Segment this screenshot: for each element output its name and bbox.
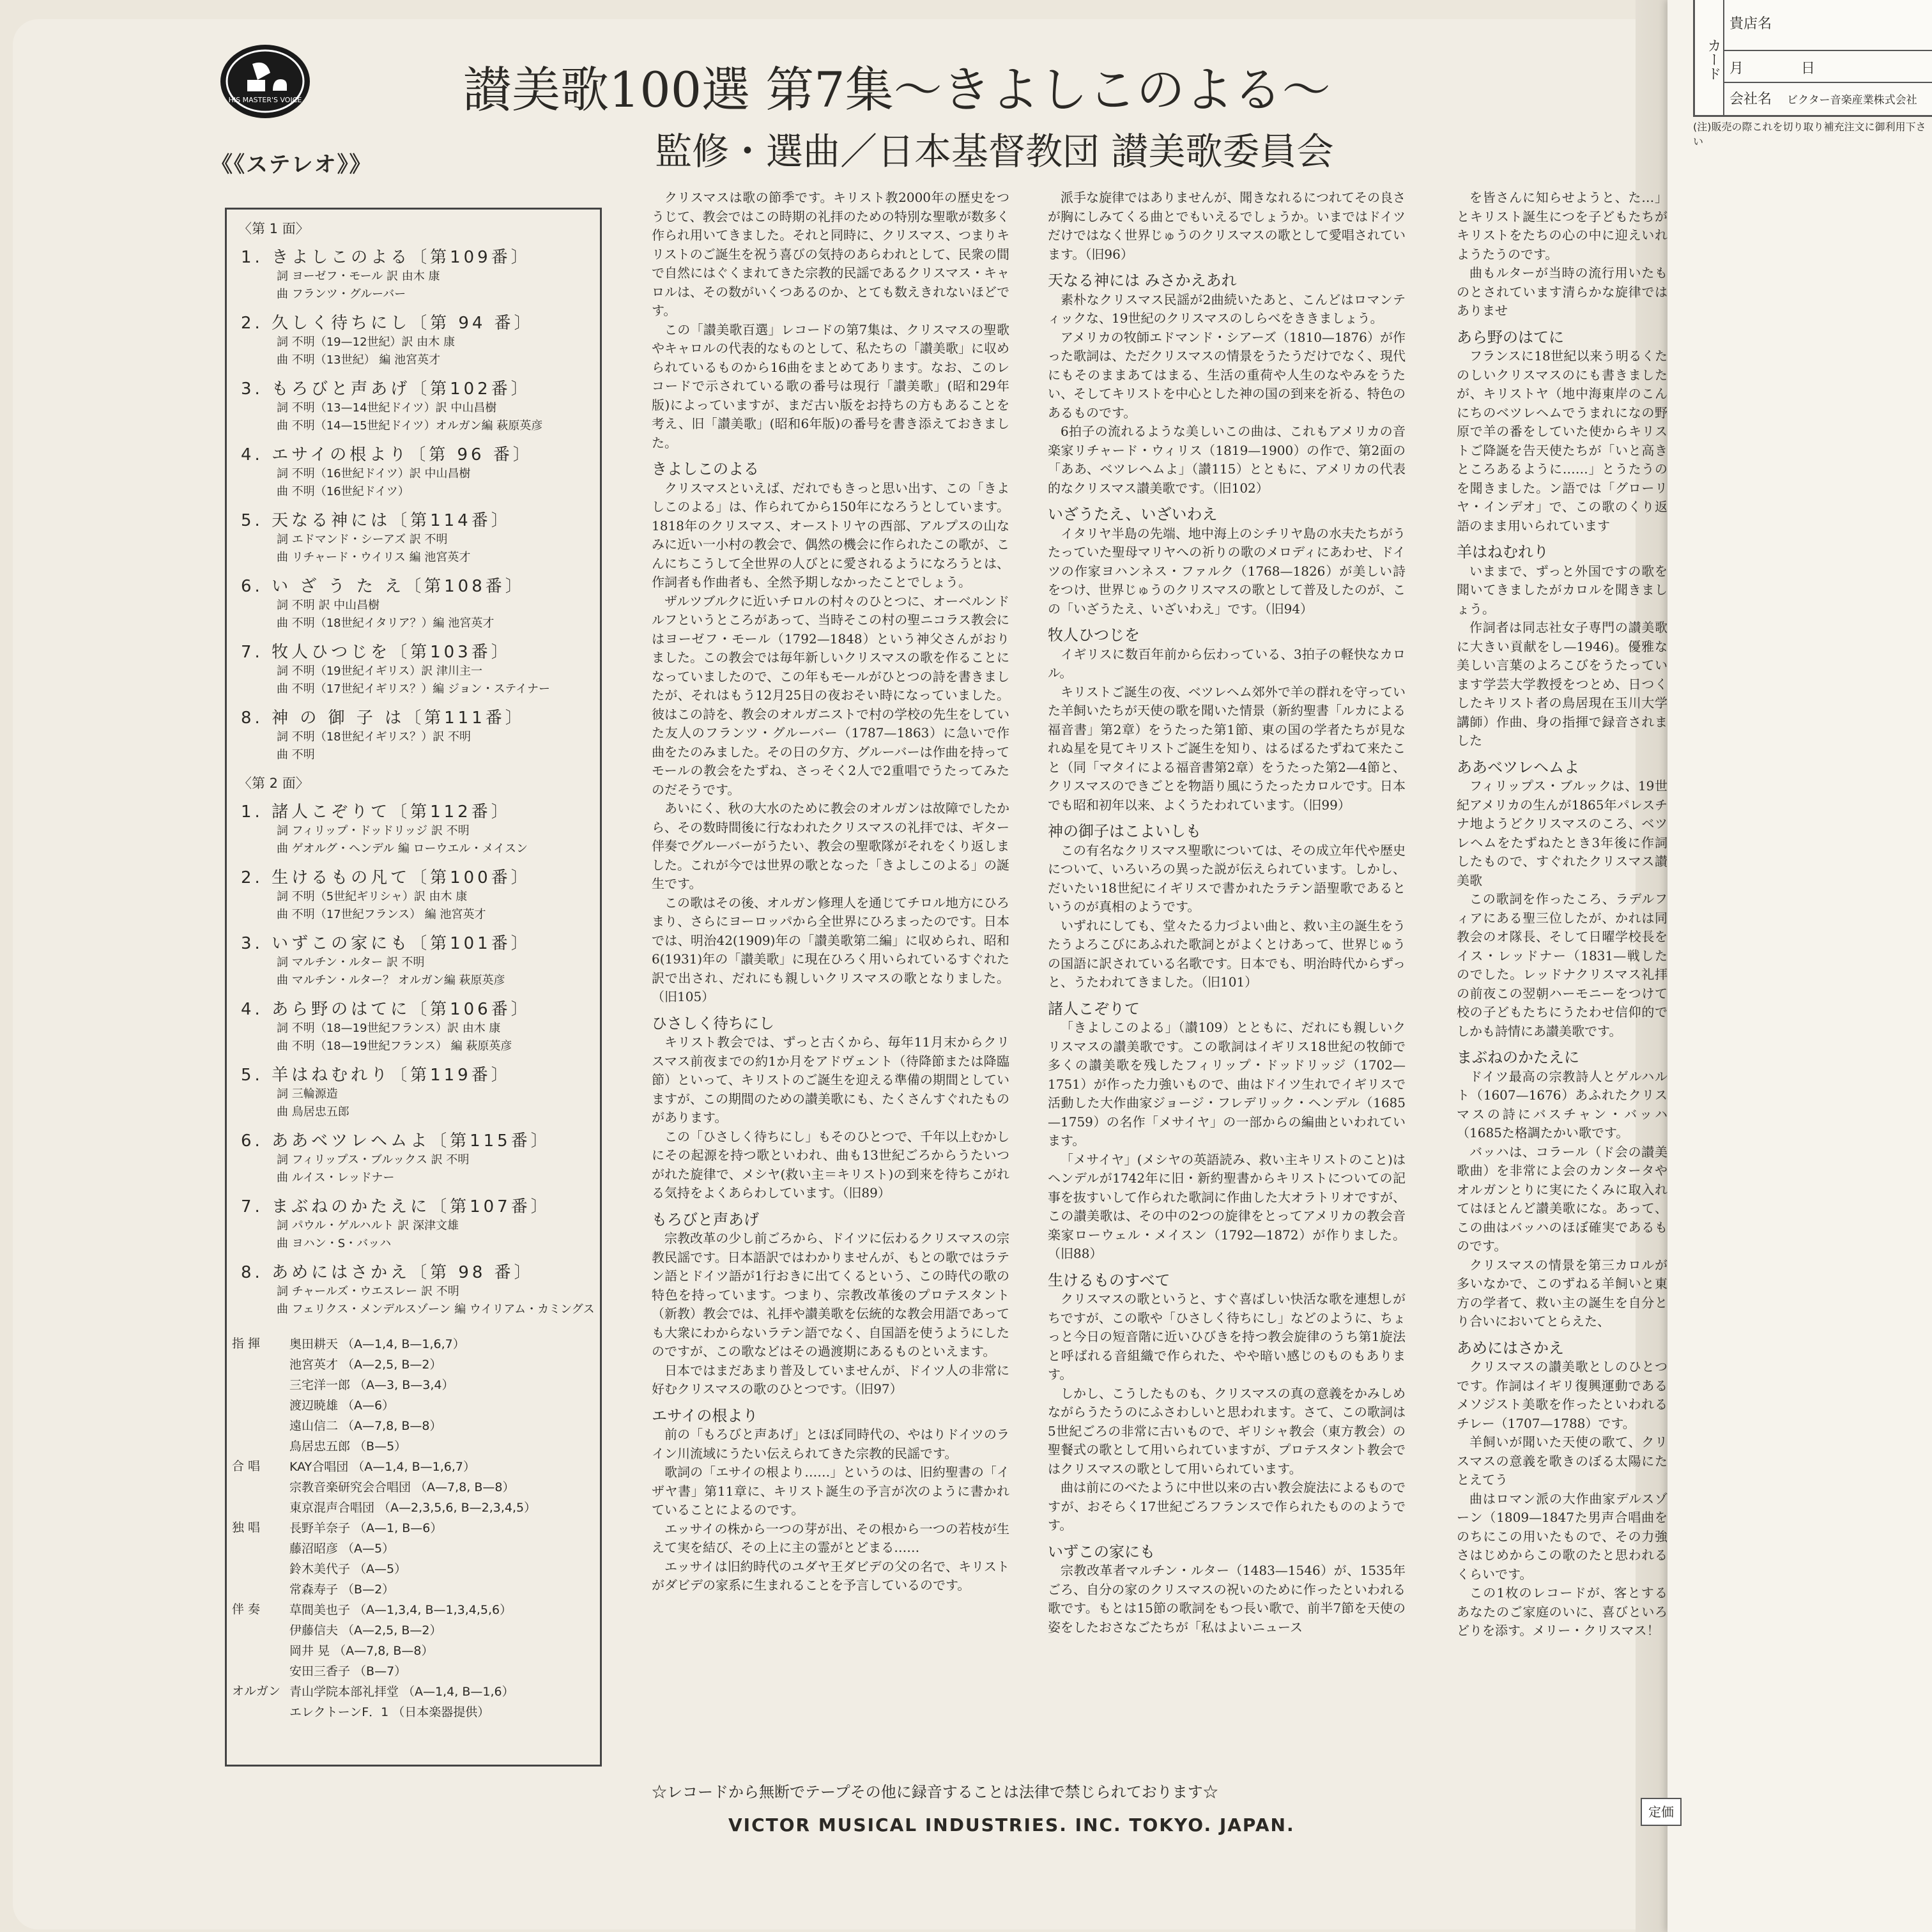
track-credit: 詞 パウル・ゲルハルト 訳 深津文雄 <box>277 1219 459 1232</box>
order-card <box>1693 0 1932 117</box>
track-entry <box>241 573 600 632</box>
paragraph: 曲もルターが当時の流行用いたものとされています清らかな旋律ではありませ <box>1457 265 1667 318</box>
track-title: 3. もろびと声あげ〔第102番〕 <box>241 379 531 399</box>
track-credit: 詞 不明（19世紀イギリス）訳 津川主一 <box>277 664 482 678</box>
track-credit: 詞 三輪源造 <box>277 1087 338 1101</box>
paragraph: 素朴なクリスマス民謡が2曲続いたあと、こんどはロマンティックな、19世紀のクリスマスのしらべをききましょう。 <box>1048 291 1406 326</box>
paragraph: 曲は前にのべたように中世以来の古い教会旋法によるものですが、おそらく17世紀ごろフランスで作られたもののようです。 <box>1048 1480 1406 1533</box>
side-b-tracks <box>227 799 600 1319</box>
card-note: (注)販売の際これを切り取り補充注文に御利用下さい <box>1693 121 1926 148</box>
liner-notes-column-3 <box>1457 188 1667 1779</box>
price-sticker: 定価 <box>1641 1798 1682 1826</box>
credit-line: 安田三香子 （B—7） <box>289 1664 407 1678</box>
section-heading: エサイの根より <box>652 1406 758 1425</box>
publisher-name: VICTOR MUSICAL INDUSTRIES. INC. TOKYO. JAPAN. <box>728 1814 1295 1836</box>
track-credit: 詞 不明（5世紀ギリシャ）訳 由木 康 <box>277 890 468 903</box>
track-title: 7. 牧人ひつじを〔第103番〕 <box>241 643 511 662</box>
stereo-label: 《《ステレオ》》 <box>211 152 372 178</box>
credit-group <box>232 1334 600 1457</box>
section-heading: もろびと声あげ <box>652 1210 759 1229</box>
paragraph: 宗教改革の少し前ごろから、ドイツに伝わるクリスマスの宗教民謡です。日本語訳ではわかりませんが、もとの歌ではラテン語とドイツ語が1行おきに出てくるという、この時代の歌の特色を持っています。つまり、宗教改革後のプロテスタント（新教）教会では、礼拝や讃美歌を伝統的な教会用語であっても大衆にわからないラテン語でなく、自国語を使うようにしたのですが、この歌などはその過渡期にあるものといえます。 <box>652 1230 1009 1359</box>
section-heading: あら野のはてに <box>1457 328 1564 346</box>
track-credit: 詞 不明（13—14世紀ドイツ）訳 中山昌樹 <box>277 401 497 415</box>
paragraph: 曲はロマン派の大作曲家デルスゾーン（1809—1847た男声合唱曲をのちにこの用いたもので、その力強さはじめからこの歌のたと思われるくらいです。 <box>1457 1491 1667 1582</box>
track-title: 1. 諸人こぞりて〔第112番〕 <box>241 802 511 822</box>
credit-lines <box>289 1682 514 1722</box>
track-entry <box>241 244 600 303</box>
section-heading: まぶねのかたえに <box>1457 1048 1579 1066</box>
track-entry <box>241 441 600 501</box>
track-entry <box>241 1193 600 1253</box>
paragraph: キリストご誕生の夜、ベツレヘム郊外で羊の群れを守っていた羊飼いたちが天使の歌を聞いた情景（新約聖書「ルカによる福音書」第2章）をうたった第1節、東の国の学者たちが見なれぬ星を見てキリストご誕生を知り、はるばるたずねて来たこと（同「マタイによる福音書第2章）をうたった第2—4節と、クリスマスのできごとを物語り風にうたったカロルです。日本でも昭和初年以来、よくうたわれています。（旧99） <box>1048 684 1406 813</box>
paragraph: この「ひさしく待ちにし」もそのひとつで、千年以上むかしにその起源を持つ歌といわれ、曲も13世紀ごろからうたいつがれた旋律で、メシヤ(救い主＝キリスト)の到来を待ちこがれる気持をよくあらわしています。（旧89） <box>652 1128 1009 1200</box>
track-entry <box>241 864 600 924</box>
track-credit: 詞 エドマンド・シーアズ 訳 不明 <box>277 533 448 546</box>
paragraph: 日本ではまだあまり普及していませんが、ドイツ人の非常に好むクリスマスの歌のひとつです。（旧97） <box>652 1362 1009 1397</box>
credit-line: 岡井 晃 （A—7,8, B—8） <box>289 1644 434 1658</box>
credit-line: 長野羊奈子 （A—1, B—6） <box>289 1521 443 1535</box>
paragraph: アメリカの牧師エドマンド・シアーズ（1810—1876）が作った歌詞は、ただクリスマスの情景をうたうだけでなく、現代にもそのままあてはまる、生活の重荷や人生のなやみをうたい、そしてキリストを中心とした神の国の到来を祈る、特色のあるものです。 <box>1048 329 1406 420</box>
paragraph: クリスマスは歌の節季です。キリスト教2000年の歴史をつうじて、教会ではこの時期の礼拝のための特別な聖歌が数多く作られ用いてきました。それと同時に、クリスマス、つまりキリストのご誕生を祝う喜びの気持のあらわれとして、民衆の間で自然にはぐくまれてきた宗教的民謡であるクリスマス・キャロルは、その数がいくつあるのか、とても数えきれないほどです。 <box>652 190 1009 318</box>
credit-line: エレクトーンF．1 （日本楽器提供） <box>289 1705 490 1719</box>
section-heading: 牧人ひつじを <box>1048 626 1140 644</box>
credit-line: 渡辺暁雄 （A—6） <box>289 1399 395 1413</box>
paragraph: 羊飼いが聞いた天使の歌て、クリスマスの意義を歌きのぼる太陽にたとえてう <box>1457 1434 1667 1487</box>
track-title: 5. 羊はねむれり〔第119番〕 <box>241 1066 511 1085</box>
track-credit: 曲 ルイス・レッドナー <box>277 1171 395 1184</box>
credit-group <box>232 1518 600 1600</box>
track-credit: 曲 フェリクス・メンデルスゾーン 編 ウイリアム・カミングス <box>277 1303 595 1316</box>
track-credit: 詞 不明 訳 中山昌樹 <box>277 599 380 612</box>
track-credit: 曲 不明（18—19世紀フランス） 編 萩原英彦 <box>277 1039 512 1053</box>
credit-lines <box>289 1518 442 1600</box>
credit-group <box>232 1682 600 1722</box>
credit-line: 常森寿子 （B—2） <box>289 1583 395 1597</box>
gramophone-dog-icon <box>220 45 310 118</box>
section-heading: いずこの家にも <box>1048 1542 1155 1561</box>
track-credit: 詞 フィリップ・ドッドリッジ 訳 不明 <box>277 824 470 838</box>
track-title: 5. 天なる神には〔第114番〕 <box>241 511 511 530</box>
credit-line: 草間美也子 （A—1,3,4, B—1,3,4,5,6） <box>289 1603 512 1617</box>
paragraph: しかし、こうしたものも、クリスマスの真の意義をかみしめながらうたうのにふさわしいと思われます。さて、この歌詞は5世紀ごろの非常に古いもので、ギリシャ教会（東方教会）の聖餐式の歌として用いられていますが、プロテスタント教会ではクリスマスの歌として用いられています。 <box>1048 1385 1406 1476</box>
card-side-label: カード <box>1695 0 1724 115</box>
section-heading: ああベツレヘムよ <box>1457 758 1579 776</box>
paragraph: 作詞者は同志社女子専門の讃美歌に大きい貢献をし—1946)。優雅な美しい言葉のよろこびをうたっています学芸大学教授をつとめ、日つくしたキリスト者の鳥居現在玉川大学講師）作曲、身の指揮で録音されました <box>1457 620 1667 748</box>
track-entry <box>241 639 600 698</box>
credit-line: 奥田耕天 （A—1,4, B—1,6,7） <box>289 1337 465 1351</box>
section-heading: ひさしく待ちにし <box>652 1014 774 1032</box>
credit-line: 宗教音楽研究会合唱団 （A—7,8, B—8） <box>289 1480 515 1494</box>
track-credit: 曲 リチャード・ウイリス 編 池宮英才 <box>277 551 471 564</box>
track-entry <box>241 930 600 990</box>
credit-role: オルガン <box>232 1684 281 1698</box>
logo-text: HIS MASTER'S VOICE <box>228 96 302 104</box>
credit-line: KAY合唱団 （A—1,4, B—1,6,7） <box>289 1460 475 1474</box>
liner-notes-column-1 <box>652 188 1009 1779</box>
paragraph: 「きよしこのよる」（讃109）とともに、だれにも親しいクリスマスの讃美歌です。この歌詞はイギリス18世紀の牧師で多くの讃美歌を残したフィリップ・ドッドリッジ（1702—1751）が作った力強いもので、曲はドイツ生れでイギリスで活動した大作曲家ジョージ・フレデリック・ヘンデル（1685—1759）の名作「メサイヤ」の一部からの編曲といわれています。 <box>1048 1020 1406 1148</box>
track-credit: 曲 ゲオルグ・ヘンデル 編 ローウエル・メイスン <box>277 842 528 855</box>
track-credit: 曲 不明（17世紀イギリス？）編 ジョン・ステイナー <box>277 682 551 696</box>
paragraph: クリスマスの情景を第三カロルが多いなかで、このずねる羊飼いと東方の学者て、救い主の誕生を自分とり合いにおいてとらえた、 <box>1457 1257 1667 1329</box>
track-title: 2. 生けるもの凡て〔第100番〕 <box>241 868 531 887</box>
credit-line: 池宮英才 （A—2,5, B—2） <box>289 1358 442 1372</box>
track-credit: 曲 不明（14—15世紀ドイツ）オルガン編 萩原英彦 <box>277 419 543 433</box>
paragraph: 「メサイヤ」(メシヤの英語読み、救い主キリストのこと)はヘンデルが1742年に旧・新約聖書からキリストについての記事を抜すいして作られた歌詞に作曲した大オラトリオですが、この讃美歌は、その中の2つの旋律をとってアメリカの教会音楽家ローウェル・メイスン（1792—1872）が作りました。（旧88） <box>1048 1151 1406 1261</box>
paragraph: この「讃美歌百選」レコードの第7集は、クリスマスの聖歌やキャロルの代表的なものとして、私たちの「讃美歌」に収められているものから16曲をまとめてあります。なお、このレコードで示されている歌の番号は現行「讃美歌」(昭和29年版)によっていますが、まだ古い版をお持ちの方もあることを考え、旧「讃美歌」(昭和6年版)の番号を書き添えておきました。 <box>652 321 1009 450</box>
album-subtitle: 監修・選曲／日本基督教団 讃美歌委員会 <box>655 130 1334 173</box>
paragraph: あいにく、秋の大水のために教会のオルガンは故障でしたから、その数時間後に行なわれたクリスマスの礼拝では、ギター伴奏でグルーバーがうたい、教会の聖歌隊がそれをくり返しました。これが今では世界の歌となった「きよしこのよる」の誕生です。 <box>652 801 1009 891</box>
paragraph: フランスに18世紀以来う明るくたのしいクリスマスのにも書きましたが、キリストヤ（地中海東岸のこんにちのベツレヘムでうまれになの野原で羊の番をしていた使からキリストご降誕を告天使たちが「いと高きところあるように……」とうたうのを聞きました。ン語では「グローリヤ・インデオ」で、この歌のくり返語のまま用いられています <box>1457 348 1667 533</box>
track-credit: 詞 不明（19—12世紀）訳 由木 康 <box>277 335 455 349</box>
company-value: ビクター音楽産業株式会社 <box>1787 94 1917 107</box>
copyright-note: ☆レコードから無断でテープその他に録音することは法律で禁じられております☆ <box>652 1783 1218 1801</box>
section-heading: あめにはさかえ <box>1457 1338 1564 1357</box>
paragraph: を皆さんに知らせようと、た…」とキリスト誕生につを子どもたちがキリストをたちの心の中に迎えいれようたうのです。 <box>1457 190 1667 262</box>
track-credit: 曲 不明（17世紀フランス） 編 池宮英才 <box>277 908 486 921</box>
paragraph: フィリップス・ブルックは、19世紀アメリカの生んが1865年パレスチナ地ようどクリスマスのころ、ベツレヘムをたずねたとき3年後に作詞したもので、すぐれたクリスマス讃美歌 <box>1457 778 1667 888</box>
track-title: 8. あめにはさかえ〔第 98 番〕 <box>241 1263 534 1282</box>
credit-role: 指 揮 <box>232 1337 261 1351</box>
track-entry <box>241 310 600 369</box>
paragraph: クリスマスの歌というと、すぐ喜ばしい快活な歌を連想しがちですが、この歌や「ひさしく待ちにし」などのように、ちょっと今日の短音階に近いひびきを持つ教会旋律のうち第1旋法と呼ばれる音組織で作られた、やや暗い感じのものもあります。 <box>1048 1291 1406 1382</box>
track-credit: 詞 不明（16世紀ドイツ）訳 中山昌樹 <box>277 467 471 480</box>
tracklist-box <box>225 208 602 1767</box>
credit-line: 藤沼昭彦 （A—5） <box>289 1542 395 1556</box>
section-heading: いざうたえ、いざいわえ <box>1048 505 1218 523</box>
track-title: 6. ああベツレヘムよ〔第115番〕 <box>241 1131 551 1151</box>
album-title: 讃美歌100選 第7集〜きよしこのよる〜 <box>463 61 1331 118</box>
track-entry <box>241 1259 600 1319</box>
credit-lines <box>289 1334 465 1457</box>
paragraph: この歌詞を作ったころ、ラデルフィアにある聖三位したが、かれは同教会のオ隊長、そして日曜学校長をイス・レッドナー（1831—戦したのでした。レッドナクリスマス礼拝の前夜この翌朝ハーモニーをつけて校の子どもたちにうたわせ信仰的でしかも詩情にあ讃美歌です。 <box>1457 891 1667 1039</box>
paragraph: この有名なクリスマス聖歌については、その成立年代や歴史について、いろいろの異った説が伝えられています。しかし、だいたい18世紀にイギリスで書かれたラテン語聖歌であるというのが真相のようです。 <box>1048 842 1406 914</box>
paragraph: エッサイの株から一つの芽が出、その根から一つの若枝が生えて実を結び、その上に主の霊がとどまる…… <box>652 1521 1009 1555</box>
liner-notes-column-2 <box>1048 188 1406 1779</box>
track-title: 8. 神 の 御 子 は〔第111番〕 <box>241 709 525 728</box>
track-title: 4. エサイの根より〔第 96 番〕 <box>241 445 533 464</box>
store-label: 貴店名 <box>1729 16 1772 32</box>
paragraph: イギリスに数百年前から伝わっている、3拍子の軽快なカロル。 <box>1048 646 1406 680</box>
month-label: 月 <box>1729 61 1744 77</box>
his-masters-voice-logo <box>220 45 310 118</box>
section-heading: 神の御子はこよいしも <box>1048 822 1201 840</box>
paragraph: 宗教改革者マルチン・ルター（1483—1546）が、1535年ごろ、自分の家のクリスマスの祝いのために作ったといわれる歌です。もとは15節の歌詞をもつ長い歌で、前半7節を天使の姿をしたおさなごたちが「私はよいニュース <box>1048 1563 1406 1635</box>
track-title: 3. いずこの家にも〔第101番〕 <box>241 934 531 953</box>
track-entry <box>241 1062 600 1121</box>
paragraph: クリスマスの讃美歌としのひとつです。作詞はイギリ復興運動であるメソジスト美歌を作ったといわれるチレー（1707—1788）です。 <box>1457 1359 1667 1431</box>
section-heading: きよしこのよる <box>652 460 759 478</box>
section-heading: 羊はねむれり <box>1457 543 1549 561</box>
paragraph: ザルツブルクに近いチロルの村々のひとつに、オーベルンドルフというところがあって、当時そこの村の聖ニコラス教会にはヨーゼフ・モール（1792—1848）という神父さんがおりました。この教会では毎年新しいクリスマスの歌を作ることになっていましたので、この年もモールがひとつの詩を書きましたが、それはもう12月25日の夜おそい時になっていました。彼はこの詩を、教会のオルガニストで村の学校の先生をしていた友人のフランツ・グルーバー（1787—1863）に急いで作曲をたのみました。その日の夕方、グルーバーは作曲を持ってモールの教会をたずね、さっそく2人で2重唱でうたってみたのだそうです。 <box>652 593 1009 797</box>
credit-line: 鳥居忠五郎 （B—5） <box>289 1439 407 1453</box>
credit-line: 鈴木美代子 （A—5） <box>289 1562 407 1576</box>
track-title: 7. まぶねのかたえに〔第107番〕 <box>241 1197 551 1216</box>
track-title: 4. あら野のはてに〔第106番〕 <box>241 1000 531 1019</box>
paragraph: 派手な旋律ではありませんが、聞きなれるにつれてその良さが胸にしみてくる曲とでもいえるでしょうか。いまではドイツだけではなく世界じゅうのクリスマスの歌として愛唱されています。（旧96） <box>1048 190 1406 262</box>
track-credit: 詞 チャールズ・ウエスレー 訳 不明 <box>277 1285 459 1298</box>
credit-line: 三宅洋一郎 （A—3, B—3,4） <box>289 1378 454 1392</box>
side-b-label: 〈第 2 面〉 <box>238 776 309 791</box>
credit-line: 遠山信二 （A—7,8, B—8） <box>289 1419 442 1433</box>
paragraph: 歌詞の「エサイの根より……」というのは、旧約聖書の「イザヤ書」第11章に、キリスト誕生の予言が次のように書かれていることによるのです。 <box>652 1464 1009 1517</box>
track-credit: 曲 フランツ・グルーバー <box>277 288 406 301</box>
section-heading: 生けるものすべて <box>1048 1271 1170 1289</box>
paragraph: 前の「もろびと声あげ」とほぼ同時代の、やはりドイツのライン川流域にうたい伝えられてきた宗教的民謡です。 <box>652 1427 1009 1461</box>
credit-line: 青山学院本部礼拝堂 （A—1,4, B—1,6） <box>289 1685 514 1699</box>
credit-group <box>232 1457 600 1518</box>
track-credit: 曲 不明（18世紀イタリア？）編 池宮英才 <box>277 617 494 630</box>
credit-role: 合 唱 <box>232 1459 261 1473</box>
performer-credits <box>232 1334 600 1722</box>
track-credit: 曲 鳥居忠五郎 <box>277 1105 349 1119</box>
track-credit: 詞 フィリップス・ブルックス 訳 不明 <box>277 1153 470 1167</box>
company-label: 会社名 <box>1729 91 1772 107</box>
paragraph: いずれにしても、堂々たる力づよい曲と、救い主の誕生をうたうよろこびにあふれた歌詞とがよくとけあって、世界じゅうの国語に訳されている名歌です。日本でも、明治時代からずっと、うたわれてきました。（旧101） <box>1048 917 1406 990</box>
track-credit: 曲 不明（16世紀ドイツ） <box>277 485 410 498</box>
paragraph: この歌はその後、オルガン修理人を通じてチロル地方にひろまり、さらにヨーロッパから全世界にひろまったのです。日本では、明治42(1909)年の「讃美歌第二編」に収められ、昭和6(1931)年の「讃美歌」に現在ひろく用いられているすぐれた訳で出され、だれにも親しいクリスマスの歌となりました。（旧105） <box>652 894 1009 1004</box>
credit-lines <box>289 1600 512 1682</box>
track-entry <box>241 799 600 858</box>
track-entry <box>241 376 600 435</box>
day-label: 日 <box>1801 61 1816 77</box>
credit-lines <box>289 1457 536 1518</box>
track-title: 6. い ざ う た え〔第108番〕 <box>241 577 525 596</box>
track-entry <box>241 1128 600 1187</box>
credit-role: 独 唱 <box>232 1521 261 1535</box>
track-credit: 詞 不明（18世紀イギリス？）訳 不明 <box>277 730 471 744</box>
credit-role: 伴 奏 <box>232 1602 261 1616</box>
credit-line: 伊藤信夫 （A—2,5, B—2） <box>289 1623 442 1637</box>
track-title: 1. きよしこのよる〔第109番〕 <box>241 248 531 267</box>
paragraph: この1枚のレコードが、客とする あなたのご家庭のいに、喜びといろどりを添す。メリー・クリスマス！ <box>1457 1585 1667 1638</box>
track-credit: 曲 不明（13世紀） 編 池宮英才 <box>277 353 441 367</box>
track-credit: 曲 不明 <box>277 748 315 762</box>
paragraph: 6拍子の流れるような美しいこの曲は、これもアメリカの音楽家リチャード・ウィリス（1819—1900）の作で、第2面の「ああ、ベツレヘムよ」（讃115）とともに、アメリカの代表的なクリスマス讃美歌です。（旧102） <box>1048 424 1406 496</box>
paragraph: バッハは、コラール（ド会の讃美歌曲）を非常によ会のカンタータやオルガンとりに実にたくみに取入れてはほとんど讃美歌にな。あって、この曲はバッハのほぼ確実であるものです。 <box>1457 1144 1667 1254</box>
paragraph: いままで、ずっと外国ですの歌を聞いてきましたがカロルを聞きましょう。 <box>1457 563 1667 617</box>
paragraph: イタリヤ半島の先端、地中海上のシチリヤ島の水夫たちがうたっていた聖母マリヤへの祈りの歌のメロディにあわせ、ドイツの作家ヨハンネス・ファルク（1768—1826）が美しい詩をつけ、世界じゅうのクリスマスの歌として普及したのが、この「いざうたえ、いざいわえ」です。（旧94） <box>1048 525 1406 617</box>
paragraph: キリスト教会では、ずっと古くから、毎年11月末からクリスマス前夜までの約1か月をアドヴェント（待降節または降臨節）といって、キリストのご誕生を迎える準備の期間としていますが、この期間のための讃美歌にも、たくさんすぐれたものがあります。 <box>652 1034 1009 1125</box>
track-credit: 詞 不明（18—19世紀フランス）訳 由木 康 <box>277 1022 501 1035</box>
track-entry <box>241 507 600 567</box>
insert-paper <box>1667 0 1932 1932</box>
track-credit: 曲 ヨハン・S・バッハ <box>277 1237 392 1250</box>
credit-group <box>232 1600 600 1682</box>
track-entry <box>241 996 600 1055</box>
side-a-tracks <box>227 244 600 764</box>
track-title: 2. 久しく待ちにし〔第 94 番〕 <box>241 314 534 333</box>
track-entry <box>241 705 600 764</box>
section-heading: 諸人こぞりて <box>1048 999 1140 1018</box>
section-heading: 天なる神には みさかえあれ <box>1048 272 1237 289</box>
side-a-label: 〈第 1 面〉 <box>238 221 309 236</box>
track-credit: 曲 マルチン・ルター？ オルガン編 萩原英彦 <box>277 974 505 987</box>
credit-line: 東京混声合唱団 （A—2,3,5,6, B—2,3,4,5） <box>289 1501 537 1515</box>
paragraph: クリスマスといえば、だれでもきっと思い出す、この「きよしこのよる」は、作られてから150年になろうとしています。1818年のクリスマス、オーストリヤの西部、アルプスの山なみに近い一小村の教会で、偶然の機会に作られたこの歌が、こんにちこうして全世界の人びとに愛されるようになろうとは、作詞者も作曲者も、全然予期しなかったことでしょう。 <box>652 480 1009 590</box>
track-credit: 詞 マルチン・ルター 訳 不明 <box>277 956 425 969</box>
track-credit: 詞 ヨーゼフ・モール 訳 由木 康 <box>277 270 440 283</box>
paragraph: ドイツ最高の宗教詩人とゲルハルト（1607—1676）あふれたクリスマスの詩にバスチャン・バッハ（1685た格調たかい歌です。 <box>1457 1068 1667 1140</box>
paragraph: エッサイは旧約時代のユダヤ王ダビデの父の名で、キリストがダビデの家系に生まれることを予言しているのです。 <box>652 1558 1009 1593</box>
